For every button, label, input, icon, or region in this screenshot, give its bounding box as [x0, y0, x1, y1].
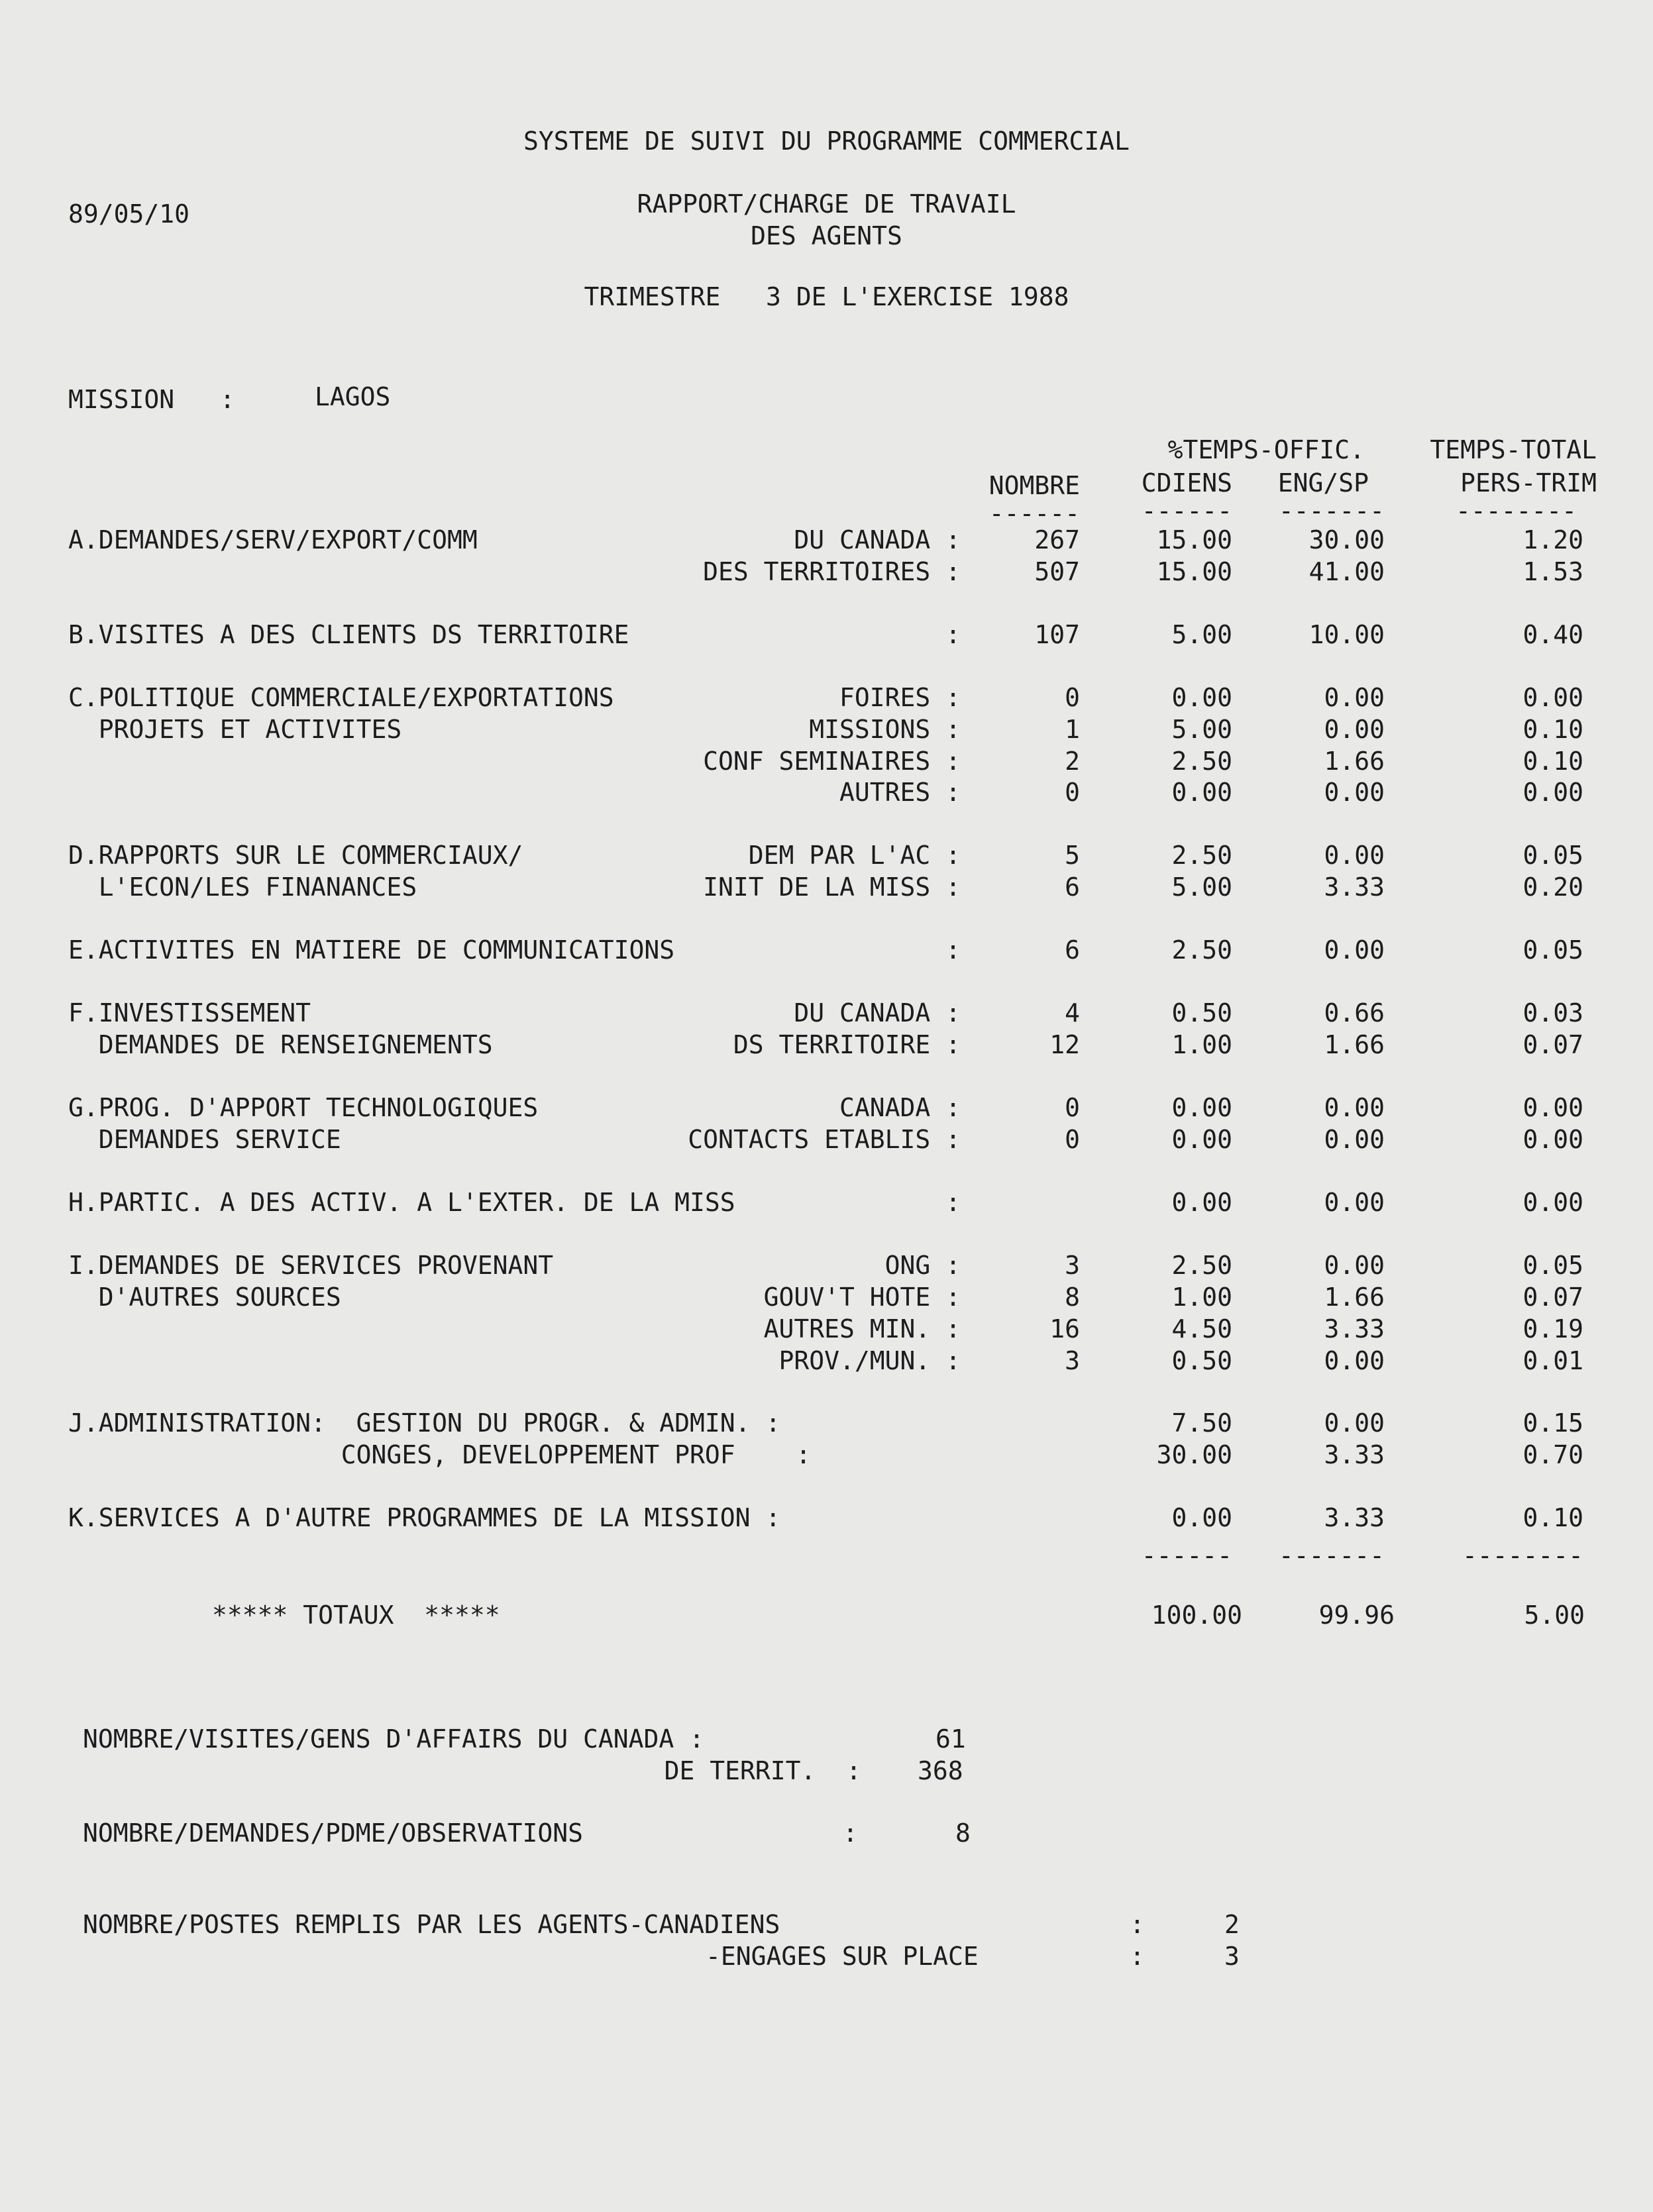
row-label: DEMANDES DE RENSEIGNEMENTS	[68, 1030, 493, 1059]
totals-cdiens: 100.00	[1151, 1601, 1242, 1630]
row-engsp: 0.00	[1324, 1093, 1385, 1122]
quarter-line: TRIMESTRE 3 DE L'EXERCISE 1988	[584, 282, 1069, 311]
row-cdiens: 0.50	[1171, 1346, 1232, 1375]
col-header-pers-trim: PERS-TRIM	[1460, 468, 1597, 498]
row-pers-trim: 0.05	[1522, 1251, 1583, 1280]
col-rule-engsp: -------	[1278, 496, 1385, 525]
row-sub-label: INIT DE LA MISS :	[703, 872, 961, 902]
row-cdiens: 2.50	[1171, 841, 1232, 870]
row-engsp: 0.00	[1324, 1251, 1385, 1280]
row-pers-trim: 0.07	[1522, 1030, 1583, 1059]
row-cdiens: 1.00	[1171, 1030, 1232, 1059]
visites-value-territ: 368	[918, 1756, 963, 1785]
row-sub-label: PROV./MUN. :	[778, 1346, 961, 1375]
row-engsp: 3.33	[1324, 1440, 1385, 1469]
row-cdiens: 7.50	[1171, 1408, 1232, 1438]
row-cdiens: 0.00	[1171, 1503, 1232, 1532]
col-header-cdiens: CDIENS	[1141, 468, 1232, 498]
totals-engsp: 99.96	[1318, 1601, 1395, 1630]
row-sub-label: FOIRES :	[839, 683, 961, 712]
row-pers-trim: 0.05	[1522, 841, 1583, 870]
row-pers-trim: 1.53	[1522, 557, 1583, 586]
row-nombre: 3	[1065, 1346, 1080, 1375]
row-engsp: 0.00	[1324, 1408, 1385, 1438]
row-engsp: 0.00	[1324, 841, 1385, 870]
row-nombre: 12	[1049, 1030, 1080, 1059]
row-engsp: 0.66	[1324, 998, 1385, 1027]
row-engsp: 1.66	[1324, 1030, 1385, 1059]
row-sub-label: DU CANADA :	[794, 525, 961, 554]
row-pers-trim: 0.70	[1522, 1440, 1583, 1469]
row-sub-label: DES TERRITOIRES :	[703, 557, 961, 586]
row-label: J.ADMINISTRATION: GESTION DU PROGR. & ADMIN. :	[68, 1408, 781, 1438]
row-nombre: 107	[1034, 620, 1080, 649]
row-cdiens: 5.00	[1171, 620, 1232, 649]
row-label: CONGES, DEVELOPPEMENT PROF :	[68, 1440, 812, 1469]
row-sub-label: AUTRES MIN. :	[763, 1314, 961, 1343]
row-label: I.DEMANDES DE SERVICES PROVENANT	[68, 1251, 554, 1280]
row-label: A.DEMANDES/SERV/EXPORT/COMM	[68, 525, 478, 554]
row-nombre: 3	[1065, 1251, 1080, 1280]
row-cdiens: 0.00	[1171, 683, 1232, 712]
visites-value-canada: 61	[935, 1724, 966, 1754]
row-cdiens: 0.50	[1171, 998, 1232, 1027]
row-pers-trim: 0.00	[1522, 778, 1583, 807]
row-nombre: 2	[1065, 747, 1080, 776]
row-pers-trim: 0.01	[1522, 1346, 1583, 1375]
row-sub-label: :	[945, 620, 961, 649]
row-pers-trim: 0.40	[1522, 620, 1583, 649]
row-cdiens: 1.00	[1171, 1283, 1232, 1312]
row-pers-trim: 0.00	[1522, 1125, 1583, 1154]
col-rule-pers-trim: --------	[1455, 496, 1577, 525]
row-nombre: 4	[1065, 998, 1080, 1027]
row-sub-label: :	[945, 935, 961, 965]
row-pers-trim: 0.07	[1522, 1283, 1583, 1312]
row-pers-trim: 0.10	[1522, 747, 1583, 776]
totals-label: ***** TOTAUX *****	[212, 1601, 500, 1630]
row-sub-label: :	[945, 1188, 961, 1217]
row-pers-trim: 0.15	[1522, 1408, 1583, 1438]
row-sub-label: CONTACTS ETABLIS :	[688, 1125, 961, 1154]
row-label: F.INVESTISSEMENT	[68, 998, 311, 1027]
row-pers-trim: 0.05	[1522, 935, 1583, 965]
row-engsp: 41.00	[1308, 557, 1385, 586]
system-title: SYSTEME DE SUIVI DU PROGRAMME COMMERCIAL	[523, 127, 1130, 156]
row-nombre: 8	[1065, 1283, 1080, 1312]
row-nombre: 0	[1065, 1125, 1080, 1154]
row-nombre: 0	[1065, 778, 1080, 807]
postes-value-canadiens: 2	[1224, 1910, 1240, 1939]
col-header-temps-total: TEMPS-TOTAL	[1430, 435, 1597, 464]
row-pers-trim: 0.20	[1522, 872, 1583, 902]
row-engsp: 1.66	[1324, 1283, 1385, 1312]
row-cdiens: 4.50	[1171, 1314, 1232, 1343]
row-engsp: 0.00	[1324, 1346, 1385, 1375]
row-cdiens: 0.00	[1171, 1188, 1232, 1217]
row-engsp: 3.33	[1324, 872, 1385, 902]
row-nombre: 1	[1065, 715, 1080, 744]
row-pers-trim: 0.00	[1522, 683, 1583, 712]
row-nombre: 5	[1065, 841, 1080, 870]
row-engsp: 3.33	[1324, 1503, 1385, 1532]
row-engsp: 3.33	[1324, 1314, 1385, 1343]
report-title-line1: RAPPORT/CHARGE DE TRAVAIL	[637, 189, 1016, 219]
col-header-engsp: ENG/SP	[1277, 468, 1369, 498]
row-engsp: 0.00	[1324, 1188, 1385, 1217]
row-nombre: 6	[1065, 935, 1080, 965]
row-cdiens: 0.00	[1171, 1093, 1232, 1122]
row-engsp: 30.00	[1308, 525, 1385, 554]
row-label: C.POLITIQUE COMMERCIALE/EXPORTATIONS	[68, 683, 614, 712]
row-pers-trim: 0.10	[1522, 1503, 1583, 1532]
totals-pers-trim: 5.00	[1524, 1601, 1585, 1630]
col-rule-cdiens: ------	[1141, 496, 1232, 525]
row-label: B.VISITES A DES CLIENTS DS TERRITOIRE	[68, 620, 629, 649]
row-label: D.RAPPORTS SUR LE COMMERCIAUX/	[68, 841, 523, 870]
row-pers-trim: 0.00	[1522, 1093, 1583, 1122]
postes-value-sur-place: 3	[1224, 1942, 1240, 1971]
row-cdiens: 2.50	[1171, 747, 1232, 776]
row-pers-trim: 0.03	[1522, 998, 1583, 1027]
row-label: G.PROG. D'APPORT TECHNOLOGIQUES	[68, 1093, 539, 1122]
postes-label-sur-place: -ENGAGES SUR PLACE	[706, 1942, 979, 1971]
row-nombre: 0	[1065, 1093, 1080, 1122]
row-pers-trim: 0.19	[1522, 1314, 1583, 1343]
row-engsp: 10.00	[1308, 620, 1385, 649]
total-rule-pers-trim: --------	[1462, 1541, 1583, 1570]
row-label: E.ACTIVITES EN MATIERE DE COMMUNICATIONS	[68, 935, 675, 965]
visites-label-territ: DE TERRIT. :	[664, 1756, 861, 1785]
row-label: DEMANDES SERVICE	[68, 1125, 341, 1154]
row-nombre: 6	[1065, 872, 1080, 902]
postes-colon-1: :	[1130, 1910, 1145, 1939]
row-engsp: 0.00	[1324, 683, 1385, 712]
row-cdiens: 5.00	[1171, 872, 1232, 902]
total-rule-engsp: -------	[1278, 1541, 1385, 1570]
row-label: L'ECON/LES FINANANCES	[68, 872, 417, 902]
row-engsp: 0.00	[1324, 1125, 1385, 1154]
total-rule-cdiens: ------	[1141, 1541, 1232, 1570]
row-cdiens: 0.00	[1171, 778, 1232, 807]
row-sub-label: CONF SEMINAIRES :	[703, 747, 961, 776]
postes-colon-2: :	[1130, 1942, 1145, 1971]
report-date: 89/05/10	[68, 199, 190, 229]
row-cdiens: 0.00	[1171, 1125, 1232, 1154]
row-cdiens: 2.50	[1171, 935, 1232, 965]
row-engsp: 0.00	[1324, 715, 1385, 744]
row-sub-label: DU CANADA :	[794, 998, 961, 1027]
row-sub-label: ONG :	[884, 1251, 961, 1280]
mission-label: MISSION :	[68, 385, 235, 414]
report-title-line2: DES AGENTS	[751, 221, 902, 250]
row-sub-label: DS TERRITOIRE :	[733, 1030, 961, 1059]
row-cdiens: 30.00	[1156, 1440, 1232, 1469]
postes-label-canadiens: NOMBRE/POSTES REMPLIS PAR LES AGENTS-CANADIENS	[83, 1910, 780, 1939]
row-label: H.PARTIC. A DES ACTIV. A L'EXTER. DE LA MISS	[68, 1188, 735, 1217]
row-cdiens: 5.00	[1171, 715, 1232, 744]
row-nombre: 507	[1034, 557, 1080, 586]
row-sub-label: GOUV'T HOTE :	[763, 1283, 961, 1312]
pdme-value: 8	[955, 1818, 971, 1848]
row-cdiens: 15.00	[1156, 557, 1232, 586]
row-sub-label: MISSIONS :	[809, 715, 961, 744]
row-pers-trim: 0.10	[1522, 715, 1583, 744]
row-label: K.SERVICES A D'AUTRE PROGRAMMES DE LA MISSION :	[68, 1503, 781, 1532]
col-header-temps-offic: %TEMPS-OFFIC.	[1167, 435, 1365, 464]
row-cdiens: 2.50	[1171, 1251, 1232, 1280]
mission-value: LAGOS	[315, 382, 391, 411]
col-header-nombre: NOMBRE	[988, 471, 1080, 500]
pdme-label: NOMBRE/DEMANDES/PDME/OBSERVATIONS	[83, 1818, 583, 1848]
row-label: PROJETS ET ACTIVITES	[68, 715, 402, 744]
col-rule-nombre: ------	[988, 499, 1080, 528]
row-cdiens: 15.00	[1156, 525, 1232, 554]
row-label: D'AUTRES SOURCES	[68, 1283, 341, 1312]
row-pers-trim: 1.20	[1522, 525, 1583, 554]
row-nombre: 267	[1034, 525, 1080, 554]
row-nombre: 16	[1049, 1314, 1080, 1343]
pdme-colon: :	[843, 1818, 858, 1848]
row-sub-label: AUTRES :	[839, 778, 961, 807]
visites-label-canada: NOMBRE/VISITES/GENS D'AFFAIRS DU CANADA :	[83, 1724, 704, 1754]
row-engsp: 1.66	[1324, 747, 1385, 776]
row-nombre: 0	[1065, 683, 1080, 712]
row-engsp: 0.00	[1324, 935, 1385, 965]
row-sub-label: DEM PAR L'AC :	[748, 841, 961, 870]
row-pers-trim: 0.00	[1522, 1188, 1583, 1217]
row-sub-label: CANADA :	[839, 1093, 961, 1122]
row-engsp: 0.00	[1324, 778, 1385, 807]
